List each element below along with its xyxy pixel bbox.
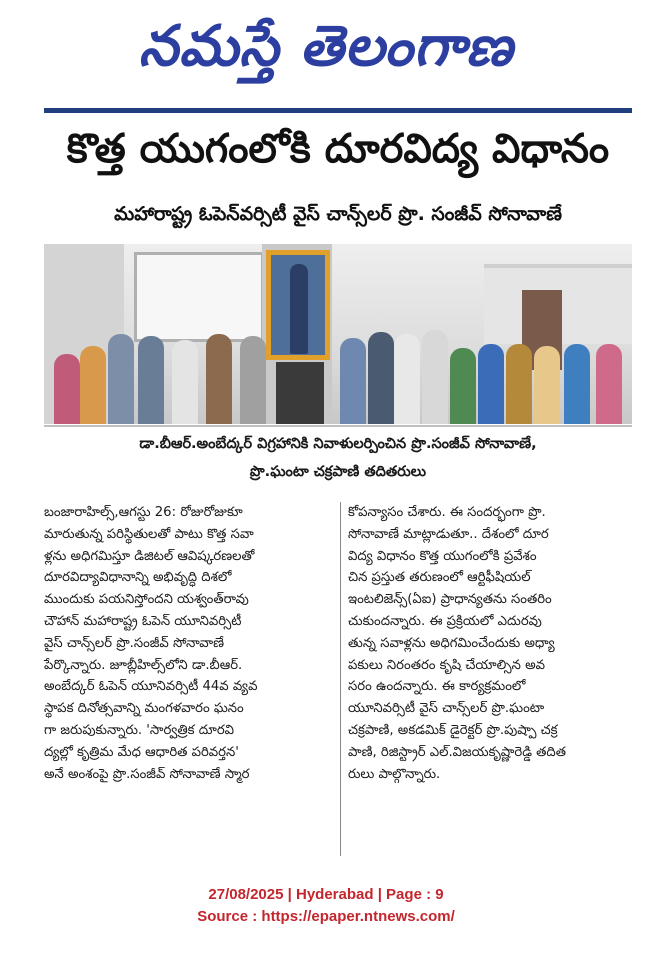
masthead-title: నమస్తే తెలంగాణ bbox=[138, 13, 514, 79]
article-line: పాణి, రిజిస్ట్రార్ ఎల్.విజయకృష్ణారెడ్డి తదిత bbox=[348, 744, 566, 760]
photo-person bbox=[422, 330, 448, 424]
photo-person bbox=[108, 334, 134, 424]
article-line: విద్య విధానం కొత్త యుగంలోకి ప్రవేశం bbox=[348, 548, 537, 564]
photo-person bbox=[596, 344, 622, 424]
article-headline: కొత్త యుగంలోకి దూరవిద్య విధానం bbox=[66, 126, 610, 172]
photo-person bbox=[54, 354, 80, 424]
photo-person bbox=[240, 336, 266, 424]
article-photo bbox=[44, 244, 632, 424]
article-line: రులు పాల్గొన్నారు. bbox=[348, 766, 441, 782]
photo-person bbox=[172, 340, 198, 424]
article-line: చుకుందన్నారు. ఈ ప్రక్రియలో ఎదురవు bbox=[348, 613, 542, 629]
footer-date-line: 27/08/2025 | Hyderabad | Page : 9 bbox=[208, 886, 444, 903]
article-column-right bbox=[348, 502, 638, 785]
article-line: పేర్కొన్నారు. జూబ్లీహిల్స్‌లోని డా.బీఆర్. bbox=[44, 657, 243, 673]
article-line: అనే అంశంపై ప్రొ.సంజీవ్ సోనావాణే స్మార bbox=[44, 766, 250, 782]
article-line: ఇంటలిజెన్స్(ఏఐ) ప్రాధాన్యతను సంతరిం bbox=[348, 592, 552, 608]
article-line: గా జరుపుకున్నారు. 'సార్వత్రిక దూరవి bbox=[44, 722, 235, 738]
article-line: ద్యల్లో కృత్రిమ మేధ ఆధారిత పరివర్తన' bbox=[44, 744, 239, 760]
article-line: చౌహాన్ మహారాష్ట్ర ఓపెన్ యూనివర్సిటీ bbox=[44, 613, 242, 629]
photo-person bbox=[506, 344, 532, 424]
article-line: ముందుకు పయనిస్తోందని యశ్వంత్‌రావు bbox=[44, 592, 249, 608]
article-line: సోనావాణే మాట్లాడుతూ.. దేశంలో దూర bbox=[348, 526, 549, 542]
article-line: సరం ఉందన్నారు. ఈ కార్యక్రమంలో bbox=[348, 679, 526, 695]
photo-statue bbox=[290, 264, 308, 354]
article-subhead: మహారాష్ట్ర ఓపెన్‌వర్సిటీ వైస్ చాన్స్‌లర్ ప్రొ. సంజీవ్ సోనావాణే bbox=[114, 203, 562, 225]
photo-pedestal bbox=[276, 362, 324, 424]
photo-person bbox=[450, 348, 476, 424]
article-line: వైస్ చాన్స్‌లర్ ప్రొ.సంజీవ్ సోనావాణే bbox=[44, 635, 225, 651]
column-divider bbox=[340, 502, 341, 856]
article-line: ళ్లను అధిగమిస్తూ డిజిటల్ ఆవిష్కరణలతో bbox=[44, 548, 255, 564]
photo-windows bbox=[134, 252, 264, 342]
headline-top-rule bbox=[44, 108, 632, 113]
article-line: కోపన్యాసం చేశారు. ఈ సందర్భంగా ప్రొ. bbox=[348, 505, 546, 520]
article-line: అంబేద్కర్ ఓపెన్ యూనివర్సిటీ 44వ వ్యవ bbox=[44, 679, 258, 695]
article-line: చిన ప్రస్తుత తరుణంలో ఆర్టిఫీషియల్ bbox=[348, 570, 531, 586]
article-line: దూరవిద్యావిధానాన్ని అభివృద్ధి దిశలో bbox=[44, 570, 232, 586]
photo-person bbox=[478, 344, 504, 424]
photo-person bbox=[534, 346, 560, 424]
caption-rule bbox=[44, 425, 632, 427]
article-line: బంజారాహిల్స్,ఆగస్టు 26: రోజురోజుకూ bbox=[44, 505, 243, 520]
page-footer bbox=[0, 884, 652, 928]
photo-person bbox=[340, 338, 366, 424]
article-line: తున్న సవాళ్లను అధిగమించేందుకు అధ్యా bbox=[348, 635, 555, 651]
photo-person bbox=[206, 334, 232, 424]
photo-caption bbox=[44, 430, 632, 488]
photo-caption-line: డా.బీఆర్.అంబేద్కర్ విగ్రహానికి నివాళులర్పించిన ప్రొ.సంజీవ్ సోనావాణే, bbox=[139, 436, 537, 452]
photo-person bbox=[394, 334, 420, 424]
article-line: స్థాపక దినోత్సవాన్ని మంగళవారం ఘనం bbox=[44, 701, 244, 717]
photo-person bbox=[564, 344, 590, 424]
photo-caption-line: ప్రొ.ఘంటా చక్రపాణి తదితరులు bbox=[249, 464, 427, 480]
photo-person bbox=[138, 336, 164, 424]
article-line: మారుతున్న పరిస్థితులతో పాటు కొత్త సవా bbox=[44, 526, 254, 542]
article-column-left bbox=[44, 502, 334, 785]
photo-person bbox=[80, 346, 106, 424]
article-line: యూనివర్సిటీ వైస్ చాన్స్‌లర్ ప్రొ.ఘంటా bbox=[348, 701, 545, 717]
article-line: పకులు నిరంతరం కృషి చేయాల్సిన అవ bbox=[348, 657, 546, 673]
footer-source-line: Source : https://epaper.ntnews.com/ bbox=[197, 908, 455, 925]
photo-person bbox=[368, 332, 394, 424]
article-line: చక్రపాణి, అకడమిక్ డైరెక్టర్ ప్రొ.పుష్పా చక్ర bbox=[348, 722, 558, 738]
